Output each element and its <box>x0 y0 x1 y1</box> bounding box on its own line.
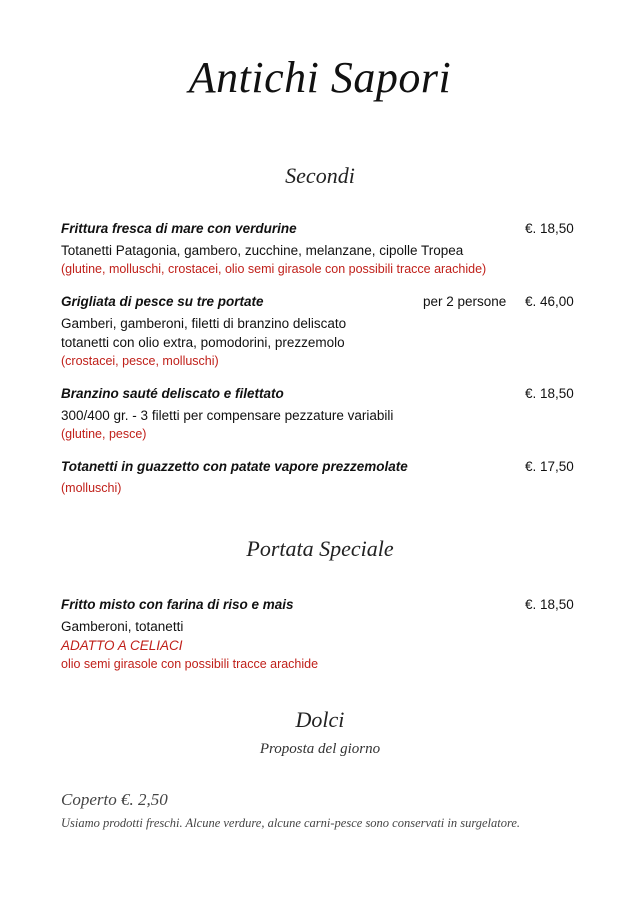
dolci-subtitle: Proposta del giorno <box>259 741 381 757</box>
footer-note: Usiamo prodotti freschi. Alcune verdure, alcune carni-pesce sono conservati in surgelatore. <box>61 816 521 830</box>
dish-name: Branzino sauté deliscato e filettato <box>61 386 284 401</box>
dish-allergens: (crostacei, pesce, molluschi) <box>61 354 219 368</box>
dish-name: Fritto misto con farina di riso e mais <box>61 597 294 612</box>
dish-description: 300/400 gr. - 3 filetti per compensare pezzature variabili <box>61 408 394 423</box>
dish-grigliata <box>61 294 581 371</box>
dish-price: €. 18,50 <box>525 386 574 401</box>
dish-description: Gamberi, gamberoni, filetti di branzino deliscato <box>61 316 347 331</box>
dish-name: Frittura fresca di mare con verdurine <box>61 221 297 236</box>
dish-price: €. 17,50 <box>525 459 574 474</box>
dish-price: €. 46,00 <box>525 294 574 309</box>
dish-price: €. 18,50 <box>525 221 574 236</box>
section-title-secondi: Secondi <box>285 163 355 188</box>
dish-description: Gamberoni, totanetti <box>61 619 184 634</box>
dish-name: Grigliata di pesce su tre portate <box>61 294 264 309</box>
section-title-dolci: Dolci <box>295 707 345 732</box>
dish-fritto-misto <box>61 597 581 674</box>
dish-frittura <box>61 221 581 279</box>
celiac-badge: ADATTO A CELIACI <box>61 638 183 653</box>
dish-branzino <box>61 386 581 444</box>
dish-description: Totanetti Patagonia, gambero, zucchine, melanzane, cipolle Tropea <box>61 243 464 258</box>
cover-charge: Coperto €. 2,50 <box>61 790 168 809</box>
dish-allergens: olio semi girasole con possibili tracce arachide <box>61 657 319 671</box>
menu-title: Antichi Sapori <box>188 53 452 102</box>
dish-name: Totanetti in guazzetto con patate vapore prezzemolate <box>61 459 408 474</box>
dish-portion-note: per 2 persone <box>423 294 507 309</box>
section-title-portata-speciale: Portata Speciale <box>246 536 394 561</box>
dish-price: €. 18,50 <box>525 597 574 612</box>
dish-allergens: (molluschi) <box>61 481 122 495</box>
dish-allergens: (glutine, molluschi, crostacei, olio semi girasole con possibili tracce arachide) <box>61 262 487 276</box>
dish-description: totanetti con olio extra, pomodorini, prezzemolo <box>61 335 345 350</box>
dish-totanetti <box>61 459 581 498</box>
dish-allergens: (glutine, pesce) <box>61 427 147 441</box>
